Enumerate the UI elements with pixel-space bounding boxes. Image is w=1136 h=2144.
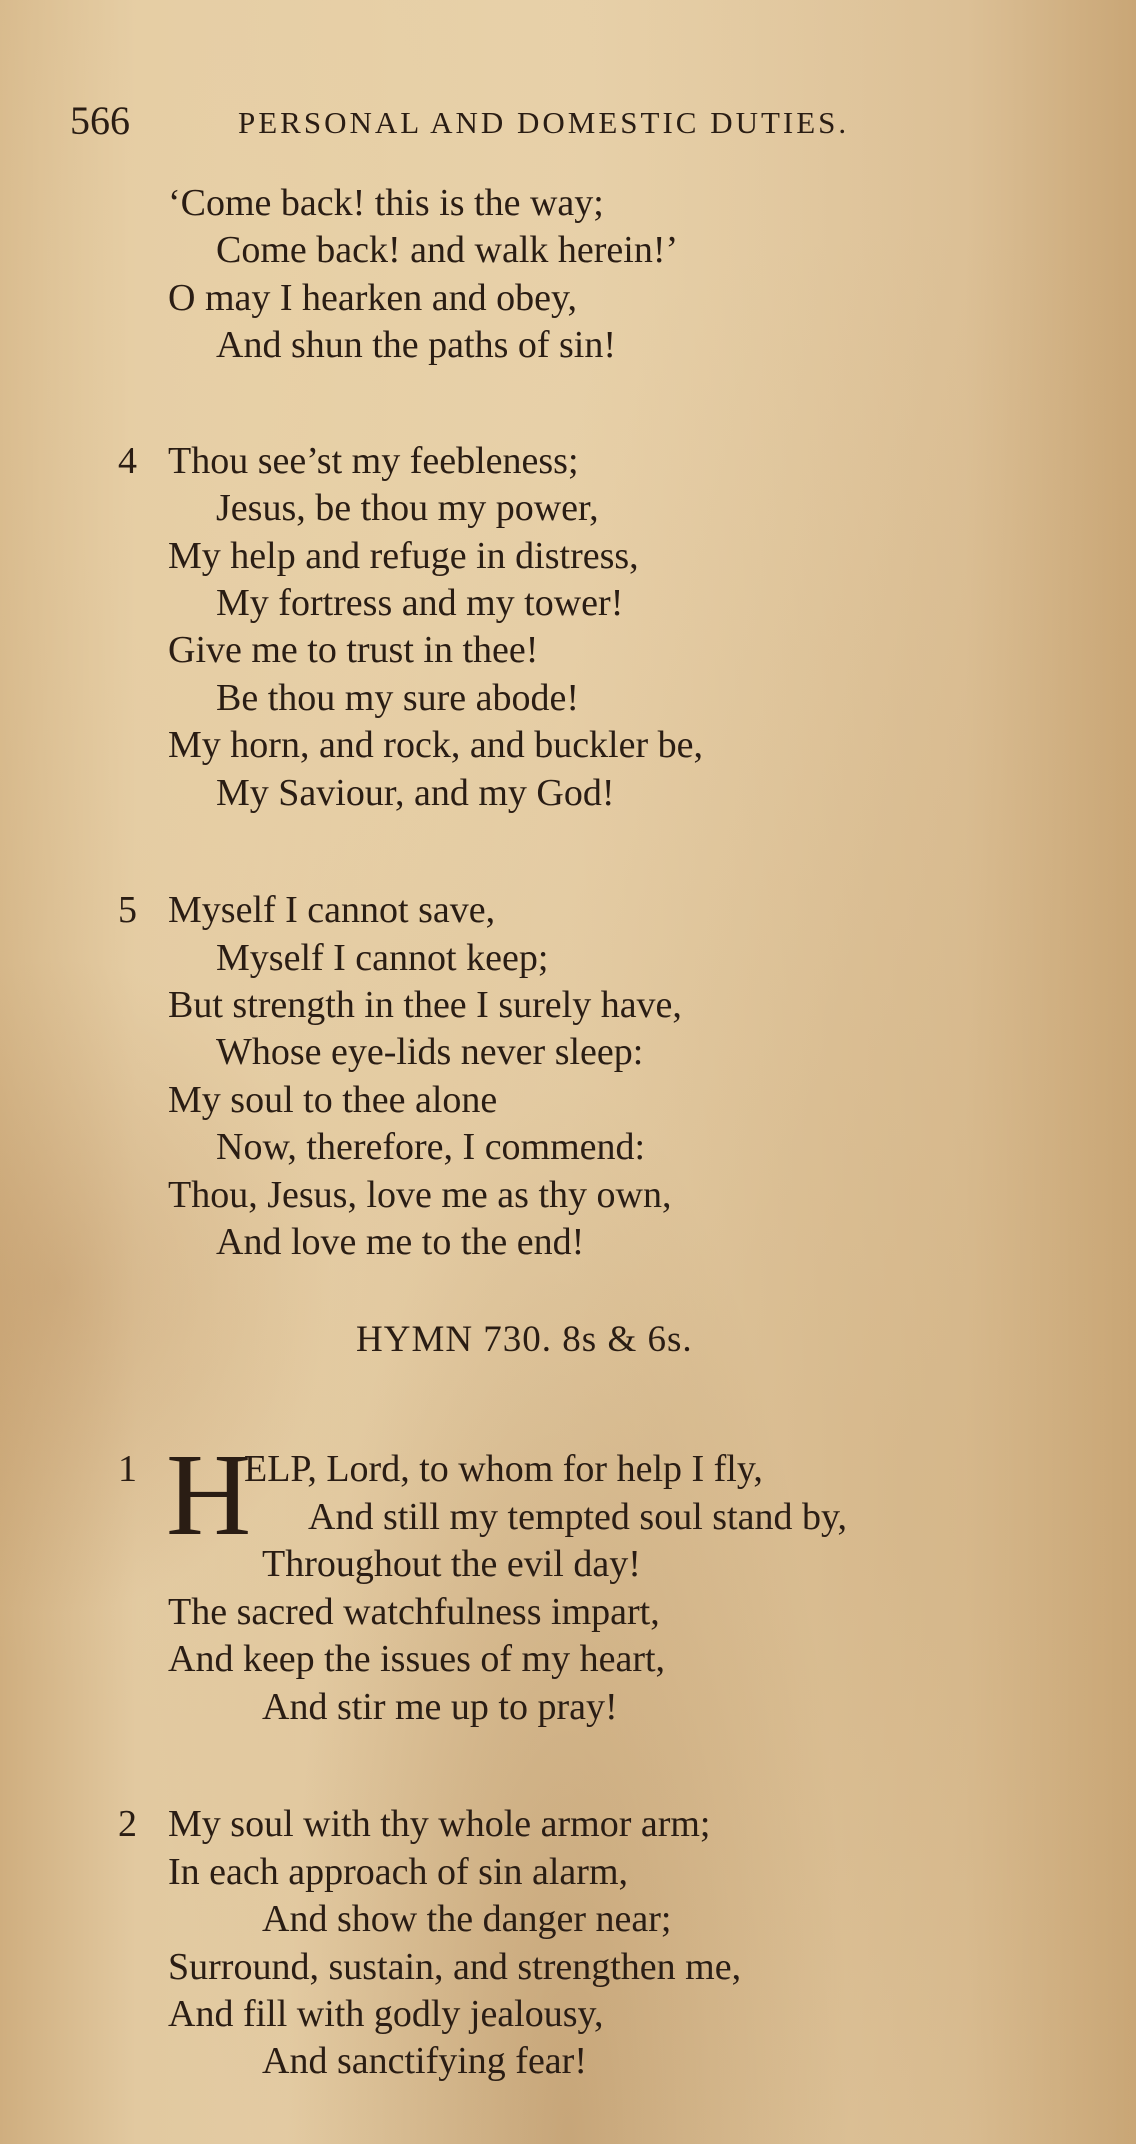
verse-line: And sanctifying fear!	[262, 2040, 587, 2082]
stanza-number: 5	[118, 889, 137, 931]
page-header	[70, 96, 1070, 146]
verse-line: Myself I cannot keep;	[216, 937, 549, 979]
running-title: PERSONAL AND DOMESTIC DUTIES.	[238, 105, 850, 140]
stanza-number: 1	[118, 1448, 137, 1490]
verse-line: And stir me up to pray!	[262, 1686, 618, 1728]
verse-line: And fill with godly jealousy,	[168, 1993, 604, 2035]
verse-line: ‘Come back! this is the way;	[168, 182, 604, 224]
verse-line: My fortress and my tower!	[216, 582, 624, 624]
stanza-number: 2	[118, 1803, 137, 1845]
verse-line: And show the danger near;	[262, 1898, 672, 1940]
verse-line: Give me to trust in thee!	[168, 629, 539, 671]
verse-line: My soul with thy whole armor arm;	[168, 1803, 711, 1845]
verse-line: And love me to the end!	[216, 1221, 585, 1263]
verse-line: Thou see’st my feebleness;	[168, 440, 579, 482]
verse-line: O may I hearken and obey,	[168, 277, 578, 319]
stanza-number: 4	[118, 440, 137, 482]
page-number: 566	[70, 98, 130, 143]
verse-line: Thou, Jesus, love me as thy own,	[168, 1174, 672, 1216]
verse-line: And keep the issues of my heart,	[168, 1638, 666, 1680]
verse-line: Be thou my sure abode!	[216, 677, 580, 719]
verse-line: Whose eye-lids never sleep:	[216, 1031, 644, 1073]
verse-line: Now, therefore, I commend:	[216, 1126, 646, 1168]
verse-line: And shun the paths of sin!	[216, 324, 617, 366]
verse-line: The sacred watchfulness impart,	[168, 1591, 660, 1633]
verse-line: My Saviour, and my God!	[216, 772, 615, 814]
verse-line: In each approach of sin alarm,	[168, 1851, 629, 1893]
verse-line: Myself I cannot save,	[168, 889, 496, 931]
verse-line: Throughout the evil day!	[262, 1543, 641, 1585]
verse-line: My help and refuge in distress,	[168, 535, 639, 577]
hymn-title: HYMN 730. 8s & 6s.	[356, 1319, 693, 1360]
verse-line: My horn, and rock, and buckler be,	[168, 724, 704, 766]
verse-line: My soul to thee alone	[168, 1079, 498, 1121]
verse-line: Jesus, be thou my power,	[216, 487, 599, 529]
verse-line: Surround, sustain, and strengthen me,	[168, 1946, 742, 1988]
verse-line: And still my tempted soul stand by,	[308, 1496, 848, 1538]
verse-line: ELP, Lord, to whom for help I fly,	[244, 1448, 763, 1490]
drop-cap: H	[166, 1429, 252, 1560]
verse-line: But strength in thee I surely have,	[168, 984, 682, 1026]
verse-line: Come back! and walk herein!’	[216, 229, 679, 271]
